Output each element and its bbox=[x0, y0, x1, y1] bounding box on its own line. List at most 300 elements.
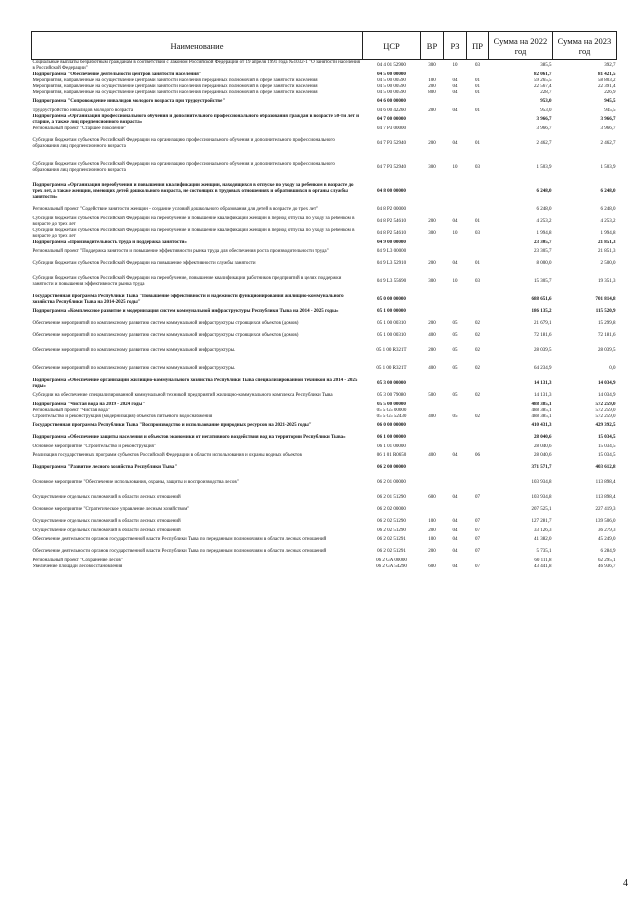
row-name: Обеспечение деятельности органов государственной власти Республики Тыва по переданным полномочиям в области лесных отношений bbox=[32, 549, 327, 554]
row-sum-2023: 19 351,3 bbox=[598, 279, 616, 284]
row-sum-2023: 58 803,2 bbox=[598, 78, 616, 83]
row-csr: 05 1 00 00310 bbox=[377, 321, 406, 326]
row-rz: 04 bbox=[452, 564, 458, 569]
table-row bbox=[32, 270, 617, 294]
row-name: Государственная программа Республики Тыва "Воспроизводство и использование природных ресурсов на 2021-2025 годы" bbox=[32, 423, 312, 428]
row-sum-2022: 21 679,1 bbox=[534, 321, 552, 326]
row-sum-2022: 72 181,6 bbox=[534, 333, 552, 338]
row-csr: 05 3 00 79080 bbox=[377, 393, 406, 398]
row-sum-2023: 28 039,5 bbox=[598, 348, 616, 353]
row-pr: 02 bbox=[475, 393, 480, 398]
row-sum-2022: 3 966,7 bbox=[536, 126, 552, 131]
row-pr: 02 bbox=[475, 348, 480, 353]
row-sum-2023: 2 500,0 bbox=[600, 261, 616, 266]
row-sum-2022: 207 525,1 bbox=[531, 507, 552, 512]
row-pr: 01 bbox=[475, 84, 480, 89]
row-vr: 400 bbox=[428, 333, 436, 338]
row-csr: 04 5 00 00590 bbox=[377, 90, 406, 95]
row-sum-2022: 488 385,1 bbox=[531, 402, 552, 407]
row-pr: 02 bbox=[475, 333, 480, 338]
row-name: Подпрограмма «Обеспечение защиты населения и объектов экономики от негативного воздействия вод на территории Республики Тыва» bbox=[32, 435, 346, 440]
row-csr: 05 5 00 00000 bbox=[377, 402, 406, 407]
row-vr: 200 bbox=[428, 549, 436, 554]
table-row bbox=[32, 342, 617, 360]
row-sum-2023: 15 034,5 bbox=[598, 444, 616, 449]
row-rz bbox=[444, 96, 467, 108]
row-sum-2022: 33 126,3 bbox=[534, 528, 552, 533]
row-pr bbox=[467, 462, 489, 474]
row-sum-2022: 103 934,8 bbox=[531, 480, 552, 485]
row-vr: 600 bbox=[428, 495, 436, 500]
row-sum-2022: 371 571,7 bbox=[531, 465, 552, 470]
row-vr: 200 bbox=[428, 261, 436, 266]
row-rz: 04 bbox=[452, 261, 458, 266]
row-csr: 06 2 02 51291 bbox=[377, 549, 406, 554]
row-sum-2023: 62 295,1 bbox=[598, 558, 616, 563]
row-sum-2023: 572 259,0 bbox=[595, 408, 616, 413]
budget-table bbox=[31, 31, 617, 570]
row-name: Государственная программа Республики Тыва "Повышение эффективности и надежности функционирования жилищно-коммунального хозяйства Республики Тыва на 2014-2025 годы" bbox=[32, 294, 344, 305]
row-csr: 06 2 00 00000 bbox=[377, 465, 406, 470]
row-sum-2023: 3 966,7 bbox=[600, 126, 616, 131]
row-sum-2023: 945,5 bbox=[604, 108, 616, 113]
row-csr: 05 3 00 00000 bbox=[377, 381, 406, 386]
row-sum-2022: 14 131,3 bbox=[534, 381, 552, 386]
row-rz: 10 bbox=[452, 279, 458, 284]
row-sum-2022: 953,0 bbox=[540, 108, 552, 113]
row-vr bbox=[421, 504, 444, 516]
row-pr: 02 bbox=[475, 321, 480, 326]
row-rz bbox=[444, 504, 467, 516]
header-csr: ЦСР bbox=[363, 32, 421, 60]
row-sum-2023: 3 966,7 bbox=[600, 117, 616, 122]
row-rz: 04 bbox=[452, 90, 458, 95]
row-vr: 300 bbox=[428, 231, 436, 236]
table-row bbox=[32, 318, 617, 330]
table-row bbox=[32, 378, 617, 390]
table-row bbox=[32, 516, 617, 528]
table-header-row bbox=[32, 32, 617, 60]
row-sum-2023: 36 279,3 bbox=[598, 528, 616, 533]
row-sum-2023: 227 419,3 bbox=[595, 507, 616, 512]
row-csr: 04 8 P2 54610 bbox=[376, 219, 407, 224]
row-name: Региональный проект "Чистая вода" bbox=[32, 408, 110, 413]
row-rz: 04 bbox=[452, 108, 458, 113]
row-rz: 05 bbox=[452, 348, 458, 353]
row-csr: 06 1 01 00000 bbox=[377, 444, 406, 449]
row-sum-2023: 429 392,5 bbox=[595, 423, 616, 428]
row-vr bbox=[421, 204, 444, 216]
row-sum-2023: 115 520,9 bbox=[595, 309, 616, 314]
row-sum-2022: 1 503,9 bbox=[536, 165, 552, 170]
table-row bbox=[32, 132, 617, 156]
row-csr: 05 5 G5 00000 bbox=[376, 408, 407, 413]
row-pr: 07 bbox=[475, 564, 480, 569]
table-row bbox=[32, 564, 617, 570]
row-sum-2022: 82 061,7 bbox=[534, 72, 552, 77]
row-sum-2022: 28 040,6 bbox=[534, 453, 552, 458]
row-sum-2022: 22 567,4 bbox=[534, 84, 552, 89]
row-sum-2022: 2 462,7 bbox=[536, 141, 552, 146]
row-csr: 06 1 01 R0650 bbox=[376, 453, 407, 458]
row-pr: 02 bbox=[475, 366, 480, 371]
row-csr: 04 5 00 00590 bbox=[377, 78, 406, 83]
row-pr: 01 bbox=[475, 108, 480, 113]
row-name: Субсидии бюджетам субъектов Российской Федерации на переобучение и повышение квалификации женщин в период отпуска по уходу за ребенком в возрасте до трех лет bbox=[32, 216, 355, 227]
row-sum-2023: 15 034,5 bbox=[598, 453, 616, 458]
row-name: Основное мероприятие "Строительство и реконструкция" bbox=[32, 444, 156, 449]
row-name: Осуществление отдельных полномочий в области лесных отношений bbox=[32, 528, 181, 533]
row-pr: 01 bbox=[475, 141, 480, 146]
row-pr: 07 bbox=[475, 519, 480, 524]
row-sum-2022: 6 248,0 bbox=[536, 189, 552, 194]
table-row bbox=[32, 60, 617, 73]
row-vr: 200 bbox=[428, 321, 436, 326]
row-name: Осуществление отдельных полномочий в области лесных отношений bbox=[32, 495, 181, 500]
row-sum-2022: 14 131,3 bbox=[534, 393, 552, 398]
row-sum-2023: 22 391,4 bbox=[598, 84, 616, 89]
table-row bbox=[32, 474, 617, 492]
row-rz: 05 bbox=[452, 321, 458, 326]
row-rz bbox=[444, 246, 467, 258]
row-sum-2023: 6 284,9 bbox=[600, 549, 616, 554]
table-row bbox=[32, 96, 617, 108]
row-vr: 800 bbox=[428, 90, 436, 95]
row-pr: 01 bbox=[475, 90, 480, 95]
row-sum-2022: 15 305,7 bbox=[534, 279, 552, 284]
row-vr: 200 bbox=[428, 219, 436, 224]
row-csr: 04 9 L3 55690 bbox=[376, 279, 407, 284]
row-sum-2023: 14 034,9 bbox=[598, 381, 616, 386]
row-name: Подпрограмма "Обеспечение деятельности центров занятости населения" bbox=[32, 72, 202, 77]
row-pr: 01 bbox=[475, 78, 480, 83]
row-name: Субсидии на обеспечение специализированной коммунальной техникой предприятий жилищно-коммунального комплекса Республики Тыва bbox=[32, 393, 333, 398]
table-row bbox=[32, 306, 617, 318]
row-sum-2023: 21 851,3 bbox=[598, 240, 616, 245]
table-row bbox=[32, 534, 617, 546]
row-pr bbox=[467, 246, 489, 258]
row-rz: 10 bbox=[452, 231, 458, 236]
row-sum-2022: 28 040,6 bbox=[534, 435, 552, 440]
row-sum-2023: 572 259,0 bbox=[595, 414, 616, 419]
table-row bbox=[32, 492, 617, 504]
row-pr bbox=[467, 432, 489, 444]
row-csr: 05 1 00 R321T bbox=[376, 348, 407, 353]
table-row bbox=[32, 114, 617, 126]
row-sum-2023: 72 181,6 bbox=[598, 333, 616, 338]
row-name: Строительство и реконструкция (модернизация) объектов питьевого водоснабжения bbox=[32, 414, 213, 419]
row-sum-2022: 23 305,7 bbox=[534, 240, 552, 245]
row-name: Субсидии бюджетам субъектов Российской Федерации на переобучение и повышение квалификации женщин в период отпуска по уходу за ребенком в возрасте до трех лет bbox=[32, 228, 355, 239]
row-sum-2022: 8 000,0 bbox=[536, 261, 552, 266]
row-sum-2022: 953,0 bbox=[540, 99, 552, 104]
row-rz bbox=[444, 432, 467, 444]
row-csr: 06 2 02 51291 bbox=[377, 537, 406, 542]
row-rz bbox=[444, 180, 467, 204]
row-csr: 06 0 00 00000 bbox=[377, 423, 406, 428]
row-rz bbox=[444, 462, 467, 474]
row-vr: 400 bbox=[428, 453, 436, 458]
row-sum-2022: 23 305,7 bbox=[534, 249, 552, 254]
table-row bbox=[32, 432, 617, 444]
row-name: Подпрограмма «Организация переобучения и повышения квалификации женщин, находящихся в отпуске по уходу за ребенком в возрасте до трех лет, а также женщин, имеющих детей дошкольного возраста, не состоящих в трудовых отношениях и обратившихся в органы службы занятости» bbox=[32, 183, 354, 200]
row-pr: 07 bbox=[475, 537, 480, 542]
row-csr: 04 7 00 00000 bbox=[377, 117, 406, 122]
row-pr: 01 bbox=[475, 261, 480, 266]
row-name: Обеспечение мероприятий по комплексному развитию систем коммунальной инфраструктуры строящихся объектов (домов) bbox=[32, 333, 299, 338]
row-csr: 04 5 00 00590 bbox=[377, 84, 406, 89]
row-sum-2022: 28 039,5 bbox=[534, 348, 552, 353]
row-pr bbox=[467, 378, 489, 390]
row-csr: 04 5 00 00000 bbox=[377, 72, 406, 77]
row-name: Региональный проект "Сохранение лесов" bbox=[32, 558, 123, 563]
row-name: Реализация государственных программ субъектов Российской Федерации в области использования и охраны водных объектов bbox=[32, 453, 302, 458]
row-sum-2023: 1 503,9 bbox=[600, 165, 616, 170]
row-csr: 06 2 GA 54290 bbox=[376, 564, 407, 569]
row-name: Трудоустройство инвалидов молодого возраста bbox=[32, 108, 134, 113]
table-row bbox=[32, 420, 617, 432]
row-rz bbox=[444, 204, 467, 216]
row-vr: 400 bbox=[428, 414, 436, 419]
row-rz: 04 bbox=[452, 528, 458, 533]
row-sum-2023: 2 462,7 bbox=[600, 141, 616, 146]
row-rz: 04 bbox=[452, 141, 458, 146]
row-sum-2022: 228,7 bbox=[540, 90, 552, 95]
row-sum-2022: 385,5 bbox=[540, 63, 552, 68]
row-csr: 05 5 G5 52430 bbox=[376, 414, 407, 419]
row-csr: 06 2 02 51290 bbox=[377, 528, 406, 533]
table-row bbox=[32, 330, 617, 342]
row-csr: 04 6 00 00000 bbox=[377, 99, 406, 104]
row-sum-2022: 60 111,8 bbox=[534, 558, 552, 563]
row-csr: 04 9 L3 00000 bbox=[376, 249, 407, 254]
row-vr: 200 bbox=[428, 141, 436, 146]
row-name: Обеспечение мероприятий по комплексному развитию систем коммунальной инфраструктуры. bbox=[32, 366, 236, 371]
row-sum-2022: 186 135,2 bbox=[531, 309, 552, 314]
row-csr: 04 8 00 00000 bbox=[377, 189, 406, 194]
row-pr: 07 bbox=[475, 495, 480, 500]
row-vr: 200 bbox=[428, 348, 436, 353]
row-rz: 04 bbox=[452, 453, 458, 458]
row-rz bbox=[444, 474, 467, 492]
row-pr: 07 bbox=[475, 528, 480, 533]
row-sum-2022: 64 234,9 bbox=[534, 366, 552, 371]
row-csr: 04 9 L3 52910 bbox=[376, 261, 407, 266]
row-rz: 05 bbox=[452, 366, 458, 371]
row-sum-2022: 3 966,7 bbox=[536, 117, 552, 122]
table-row bbox=[32, 156, 617, 180]
row-sum-2023: 113 898,4 bbox=[595, 495, 616, 500]
row-pr: 02 bbox=[475, 414, 480, 419]
row-name: Основное мероприятие "Обеспечение использования, охраны, защиты и воспроизводства лесов" bbox=[32, 480, 239, 485]
row-sum-2022: 6 248,0 bbox=[536, 207, 552, 212]
row-pr bbox=[467, 306, 489, 318]
row-name: Подпрограмма "Чистая вода на 2019 - 2024 годы" bbox=[32, 402, 146, 407]
row-vr bbox=[421, 96, 444, 108]
row-vr: 100 bbox=[428, 519, 436, 524]
row-csr: 06 2 02 51290 bbox=[377, 519, 406, 524]
row-sum-2023: 113 898,4 bbox=[595, 480, 616, 485]
table-row bbox=[32, 228, 617, 240]
row-rz bbox=[444, 114, 467, 126]
row-vr: 200 bbox=[428, 528, 436, 533]
row-rz bbox=[444, 294, 467, 306]
table-row bbox=[32, 360, 617, 378]
row-vr: 300 bbox=[428, 279, 436, 284]
row-csr: 04 4 01 52900 bbox=[377, 63, 406, 68]
row-name: Обеспечение деятельности органов государственной власти Республики Тыва по переданным полномочиям в области лесных отношений bbox=[32, 537, 327, 542]
row-rz: 04 bbox=[452, 519, 458, 524]
row-csr: 06 2 GA 00000 bbox=[376, 558, 407, 563]
row-sum-2023: 4 253,2 bbox=[600, 219, 616, 224]
row-sum-2022: 4 253,2 bbox=[536, 219, 552, 224]
row-sum-2023: 81 421,5 bbox=[598, 72, 616, 77]
table-row bbox=[32, 216, 617, 228]
row-name: Увеличение площади лесовосстановления bbox=[32, 564, 123, 569]
table-row bbox=[32, 390, 617, 402]
row-sum-2022: 488 385,1 bbox=[531, 408, 552, 413]
row-rz: 05 bbox=[452, 393, 458, 398]
row-vr bbox=[421, 420, 444, 432]
row-pr bbox=[467, 420, 489, 432]
row-sum-2023: 45 249,0 bbox=[598, 537, 616, 542]
row-rz: 05 bbox=[452, 414, 458, 419]
row-sum-2023: 139 506,0 bbox=[595, 519, 616, 524]
table-row bbox=[32, 258, 617, 270]
row-csr: 06 2 01 00000 bbox=[377, 480, 406, 485]
row-rz bbox=[444, 378, 467, 390]
header-sum-2022: Сумма на 2022 год bbox=[489, 32, 553, 60]
row-rz: 04 bbox=[452, 495, 458, 500]
row-name: Региональный проект "Старшее поколение" bbox=[32, 126, 127, 131]
row-vr: 500 bbox=[428, 393, 436, 398]
header-name: Наименование bbox=[32, 32, 363, 60]
row-csr: 05 1 00 00310 bbox=[377, 333, 406, 338]
table-row bbox=[32, 546, 617, 558]
row-csr: 04 6 00 42260 bbox=[377, 108, 406, 113]
row-sum-2023: 15 299,8 bbox=[598, 321, 616, 326]
table-row bbox=[32, 180, 617, 204]
row-rz: 04 bbox=[452, 78, 458, 83]
row-pr bbox=[467, 114, 489, 126]
row-csr: 04 9 00 00000 bbox=[377, 240, 406, 245]
row-sum-2022: 688 651,6 bbox=[531, 297, 552, 302]
row-csr: 05 0 00 00000 bbox=[377, 297, 406, 302]
row-sum-2022: 43 441,8 bbox=[534, 564, 552, 569]
row-name: Субсидии бюджетам субъектов Российской Федерации на организацию профессионального обучения и дополнительного профессионального образования лиц предпенсионного возраста bbox=[32, 162, 335, 173]
row-sum-2023: 1 994,8 bbox=[600, 231, 616, 236]
row-pr: 03 bbox=[475, 231, 480, 236]
row-vr: 600 bbox=[428, 564, 436, 569]
row-sum-2022: 410 431,3 bbox=[531, 423, 552, 428]
row-vr bbox=[421, 294, 444, 306]
row-sum-2023: 6 248,0 bbox=[600, 207, 616, 212]
row-sum-2022: 127 281,7 bbox=[531, 519, 552, 524]
row-vr bbox=[421, 378, 444, 390]
row-name: Подпрограмма "Сопровождение инвалидов молодого возраста при трудоустройстве" bbox=[32, 99, 226, 104]
row-name: Региональный проект "Содействие занятости женщин - создание условий дошкольного образования для детей в возрасте до трех лет" bbox=[32, 207, 319, 212]
header-vr: ВР bbox=[421, 32, 444, 60]
row-sum-2022: 488 385,1 bbox=[531, 414, 552, 419]
row-pr: 03 bbox=[475, 165, 480, 170]
row-csr: 06 2 02 00000 bbox=[377, 507, 406, 512]
row-name: Региональный проект "Поддержка занятости и повышение эффективности рынка труда для обеспечения роста производительности труда" bbox=[32, 249, 329, 254]
header-pr: ПР bbox=[467, 32, 489, 60]
row-rz bbox=[444, 306, 467, 318]
row-csr: 05 1 00 R321T bbox=[376, 366, 407, 371]
row-sum-2023: 46 936,7 bbox=[598, 564, 616, 569]
row-sum-2023: 6 248,0 bbox=[600, 189, 616, 194]
row-rz: 10 bbox=[452, 63, 458, 68]
row-vr bbox=[421, 474, 444, 492]
row-csr: 05 1 00 00000 bbox=[377, 309, 406, 314]
row-sum-2023: 226,9 bbox=[604, 90, 616, 95]
row-name: Мероприятия, направленные на осуществление центрами занятости населения переданных полномочий в сфере занятости населения bbox=[32, 84, 318, 89]
row-pr: 01 bbox=[475, 219, 480, 224]
row-sum-2022: 1 994,8 bbox=[536, 231, 552, 236]
row-name: Обеспечение мероприятий по комплексному развитию систем коммунальной инфраструктуры. bbox=[32, 348, 236, 353]
row-csr: 04 7 P3 00000 bbox=[376, 126, 407, 131]
row-vr bbox=[421, 246, 444, 258]
table-body bbox=[32, 60, 617, 571]
row-rz: 04 bbox=[452, 537, 458, 542]
row-sum-2022: 5 735,1 bbox=[536, 549, 552, 554]
row-vr: 100 bbox=[428, 537, 436, 542]
row-pr: 03 bbox=[475, 279, 480, 284]
table-row bbox=[32, 204, 617, 216]
row-csr: 04 7 P3 52940 bbox=[376, 141, 407, 146]
row-name: Подпрограмма «Обеспечение организаций жилищно-коммунального хозяйства Республики Тыва специализированной техникой на 2014 - 2025 годы» bbox=[32, 378, 358, 389]
row-csr: 06 1 00 00000 bbox=[377, 435, 406, 440]
row-sum-2023: 21 851,3 bbox=[598, 249, 616, 254]
row-name: Обеспечение мероприятий по комплексному развитию систем коммунальной инфраструктуры строящихся объектов (домов) bbox=[32, 321, 299, 326]
row-vr bbox=[421, 114, 444, 126]
row-name: Подпрограмма «Комплексное развитие и модернизация систем коммунальной инфраструктуры Республики Тыва на 2014 - 2025 годы» bbox=[32, 309, 339, 314]
row-sum-2023: 15 034,5 bbox=[598, 435, 616, 440]
row-rz: 04 bbox=[452, 84, 458, 89]
row-sum-2023: 14 034,9 bbox=[598, 393, 616, 398]
row-name: Основное мероприятие "Стратегическое управление лесным хозяйством" bbox=[32, 507, 190, 512]
row-csr: 04 8 P2 00000 bbox=[376, 207, 407, 212]
header-sum-2023: Сумма на 2023 год bbox=[553, 32, 617, 60]
row-sum-2023: 0,0 bbox=[609, 366, 616, 371]
row-rz: 10 bbox=[452, 165, 458, 170]
row-sum-2022: 28 040,6 bbox=[534, 444, 552, 449]
row-sum-2023: 945,5 bbox=[604, 99, 616, 104]
table-row bbox=[32, 450, 617, 462]
row-csr: 04 8 P2 54610 bbox=[376, 231, 407, 236]
row-pr bbox=[467, 96, 489, 108]
row-sum-2022: 59 265,5 bbox=[534, 78, 552, 83]
row-sum-2022: 41 382,0 bbox=[534, 537, 552, 542]
row-pr bbox=[467, 504, 489, 516]
row-pr bbox=[467, 474, 489, 492]
table-row bbox=[32, 294, 617, 306]
row-vr: 300 bbox=[428, 63, 436, 68]
row-vr bbox=[421, 306, 444, 318]
row-vr: 400 bbox=[428, 366, 436, 371]
row-name: Осуществление отдельных полномочий в области лесных отношений bbox=[32, 519, 181, 524]
row-pr: 07 bbox=[475, 549, 480, 554]
row-csr: 04 7 P3 52940 bbox=[376, 165, 407, 170]
row-rz bbox=[444, 420, 467, 432]
row-pr: 06 bbox=[475, 453, 480, 458]
row-name: Подпрограмма «Организация профессионального обучения и дополнительного профессионального образования граждан в возрасте 50-ти лет и старше, а также лиц предпенсионного возраста» bbox=[32, 114, 359, 125]
row-vr: 200 bbox=[428, 84, 436, 89]
row-sum-2022: 103 934,8 bbox=[531, 495, 552, 500]
row-sum-2023: 392,7 bbox=[604, 63, 616, 68]
row-pr bbox=[467, 204, 489, 216]
